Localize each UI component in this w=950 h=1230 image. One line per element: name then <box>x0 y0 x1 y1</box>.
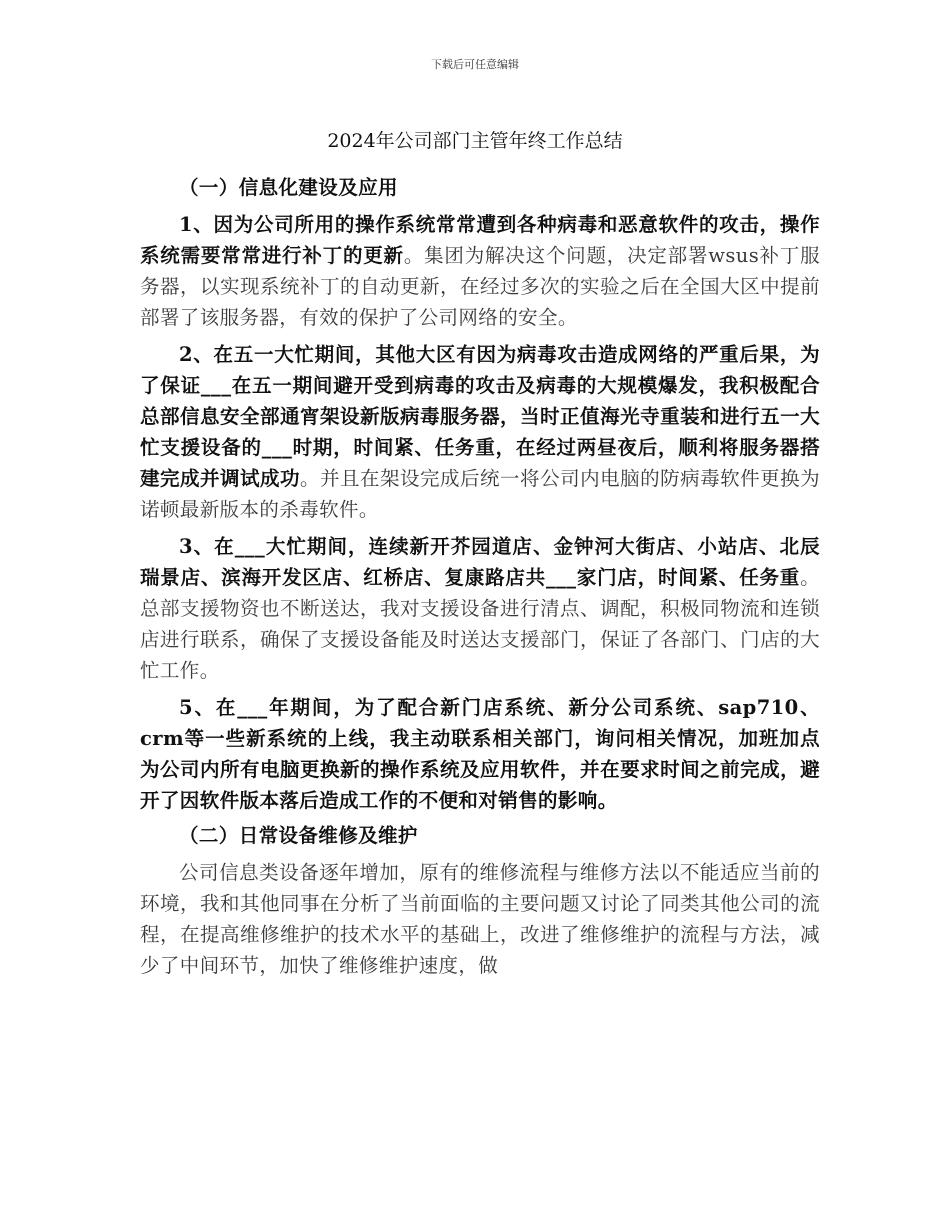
item-2-bold-text: 2、在五一大忙期间，其他大区有因为病毒攻击造成网络的严重后果，为了保证___在五一期间避开受到病毒的攻击及病毒的大规模爆发，我积极配合总部信息安全部通宵架设新版病毒服务器，当时正值海光寺重装和进行五一大忙支援设备的___时期，时间紧、任务重，在经过两昼夜后，顺利将服务器搭建完成并调试成功 <box>140 343 820 490</box>
paragraph-item-2 <box>140 339 820 525</box>
item-5-bold-text: 5、在___年期间，为了配合新门店系统、新分公司系统、sap710、crm等一些新系统的上线，我主动联系相关部门，询问相关情况，加班加点为公司内所有电脑更换新的操作系统及应用软件，并在要求时间之前完成，避开了因软件版本落后造成工作的不便和对销售的影响。 <box>140 696 820 812</box>
paragraph-maintenance <box>140 857 820 981</box>
paragraph-item-1 <box>140 209 820 333</box>
item-1-bold-text: 1、因为公司所用的操作系统常常遭到各种病毒和恶意软件的攻击，操作系统需要常常进行补丁的更新 <box>140 213 820 267</box>
document-title: 2024年公司部门主管年终工作总结 <box>327 130 623 152</box>
item-2-text: 。并且在架设完成后统一将公司内电脑的防病毒软件更换为诺顿最新版本的杀毒软件。 <box>140 467 821 521</box>
maintenance-text: 公司信息类设备逐年增加，原有的维修流程与维修方法以不能适应当前的环境，我和其他同事在分析了当前面临的主要问题又讨论了同类其他公司的流程，在提高维修维护的技术水平的基础上，改进了维修维护的流程与方法，减少了中间环节，加快了维修维护速度，做 <box>140 861 820 977</box>
item-3-bold-text: 3、在___大忙期间，连续新开芥园道店、金钟河大街店、小站店、北辰瑞景店、滨海开发区店、红桥店、复康路店共___家门店，时间紧、任务重 <box>140 535 820 589</box>
paragraph-item-3 <box>140 531 820 686</box>
section-heading-maintenance: （二）日常设备维修及维护 <box>179 824 418 847</box>
section-heading-informatization: （一）信息化建设及应用 <box>179 176 398 199</box>
page-header: 下载后可任意编辑 <box>431 58 519 71</box>
item-3-text: 。总部支援物资也不断送达，我对支援设备进行清点、调配，积极同物流和连锁店进行联系，确保了支援设备能及时送达支援部门，保证了各部门、门店的大忙工作。 <box>140 566 820 682</box>
paragraph-item-5 <box>140 692 820 816</box>
document-body <box>140 172 820 987</box>
item-1-text: 。集团为解决这个问题，决定部署wsus补丁服务器，以实现系统补丁的自动更新，在经过多次的实验之后在全国大区中提前部署了该服务器，有效的保护了公司网络的安全。 <box>140 244 820 329</box>
